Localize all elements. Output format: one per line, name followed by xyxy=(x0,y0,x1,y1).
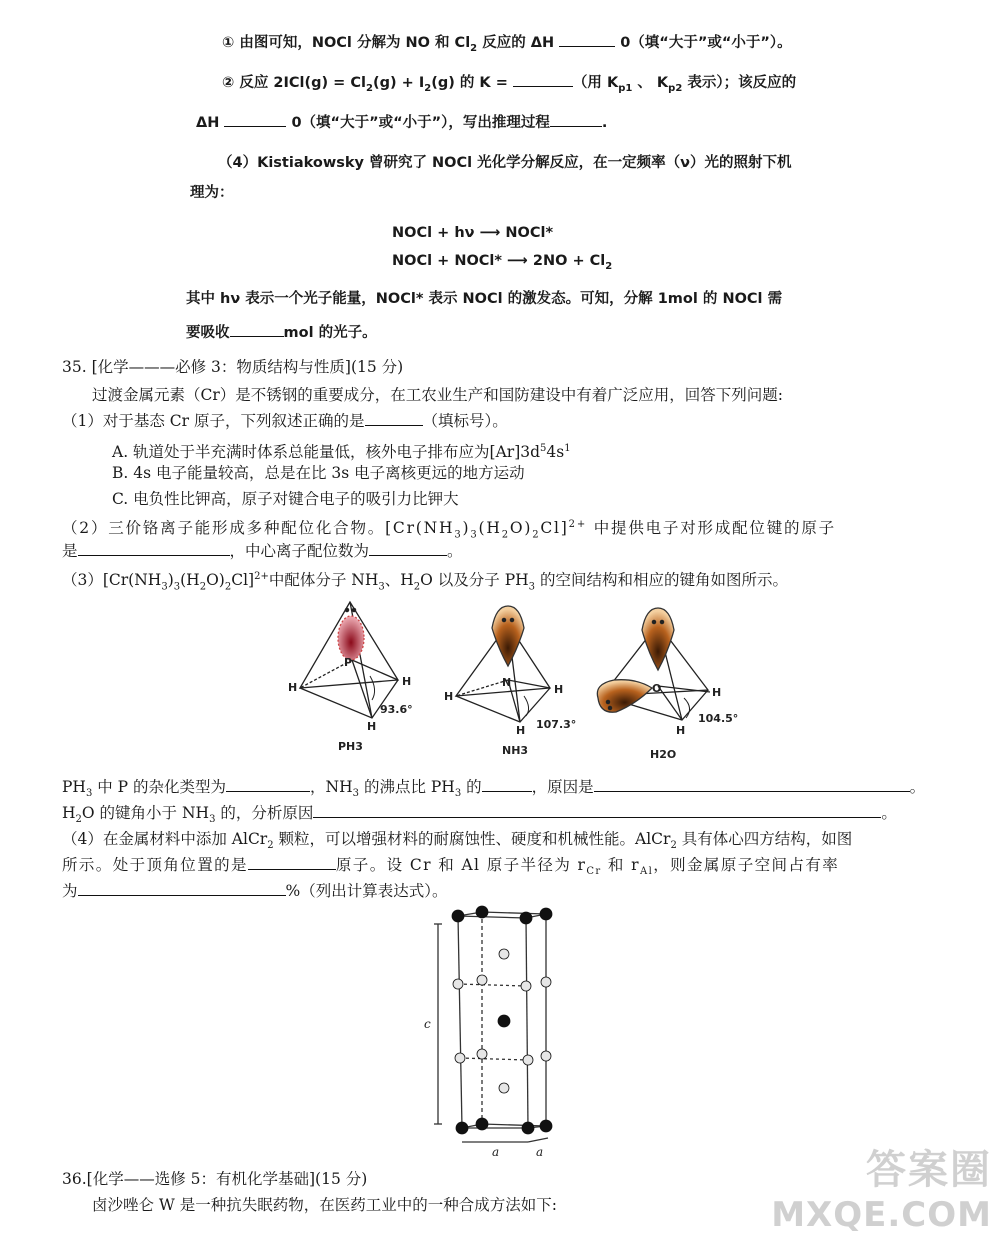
answer-blank[interactable] xyxy=(550,112,602,127)
answer-blank[interactable] xyxy=(78,881,286,896)
answer-blank[interactable] xyxy=(365,411,423,426)
equation-1: NOCl + hν ⟶ NOCl* xyxy=(392,225,554,241)
q35-intro: 过渡金属元素（Cr）是不锈钢的重要成分，在工农业生产和国防建设中有着广泛应用，回答下列问题: xyxy=(92,386,783,404)
q35-part2-cont: 是 ，中心离子配位数为 。 xyxy=(62,542,463,560)
svg-text:H: H xyxy=(676,724,686,737)
answer-blank[interactable] xyxy=(482,777,532,792)
answer-blank[interactable] xyxy=(230,322,284,337)
q36-title: 36.[化学——选修 5：有机化学基础](15 分) xyxy=(62,1170,368,1188)
q-prev-line-7: 要吸收 mol 的光子。 xyxy=(186,322,377,344)
svg-text:N: N xyxy=(502,676,512,689)
svg-text:104.5°: 104.5° xyxy=(698,712,739,725)
svg-text:H: H xyxy=(444,690,454,703)
q36-intro: 卤沙唑仑 W 是一种抗失眠药物，在医药工业中的一种合成方法如下: xyxy=(92,1196,558,1214)
q-prev-line-5: 理为： xyxy=(190,185,234,201)
answer-blank[interactable] xyxy=(226,777,310,792)
svg-text:H: H xyxy=(288,681,298,694)
q35-part3b: $H_2O$ 的键角小于 $NH_3$ 的，分析原因 。 xyxy=(62,804,897,826)
svg-text:H: H xyxy=(367,720,377,733)
molecule-figure xyxy=(280,600,740,770)
answer-blank[interactable] xyxy=(248,855,336,870)
q-prev-line-2: ② 反应 $2ICl(g) = Cl_2(g) + I_2(g)$ 的 K = （用 $K_{p1}$ 、 $K_{p2}$ 表示）；该反应的 xyxy=(222,72,796,100)
svg-text:107.3°: 107.3° xyxy=(536,718,577,731)
answer-blank[interactable] xyxy=(313,803,881,818)
svg-text:H: H xyxy=(402,675,412,688)
q35-part4-line2: 所示。处于顶角位置的是 原子。设 Cr 和 Al 原子半径为 $r_{Cr}$ 和 $r_{Al}$，则金属原子空间占有率 xyxy=(62,856,840,878)
lattice-figure xyxy=(418,904,568,1166)
answer-blank[interactable] xyxy=(369,541,447,556)
h2o-molecule xyxy=(597,608,738,761)
svg-text:PH3: PH3 xyxy=(338,740,363,753)
q35-part2: （2）三价铬离子能形成多种配位化合物。$[Cr(NH_3)_3(H_2O)_2Cl]^{2+}$ 中提供电子对形成配位键的原子 xyxy=(62,519,836,541)
q35-part3: $(3)[Cr(NH_3)_3(H_2O)_2Cl]^{2+}$中配体分子 $NH_3$、$H_2O$ 以及分子 $PH_3$ 的空间结构和相应的键角如图所示。 xyxy=(62,571,788,593)
svg-text:93.6°: 93.6° xyxy=(380,703,413,716)
answer-blank[interactable] xyxy=(594,777,910,792)
svg-text:H: H xyxy=(712,686,722,699)
svg-text:H2O: H2O xyxy=(650,748,677,761)
q35-part4-line1: （4）在金属材料中添加 AlCr$_2$ 颗粒，可以增强材料的耐腐蚀性、硬度和机械性能。AlCr$_2$ 具有体心四方结构，如图 xyxy=(62,830,853,852)
watermark: 答案圈 MXQE.COM xyxy=(771,1147,992,1235)
q35-part3a: $PH_3$ 中 P 的杂化类型为 ，$NH_3$ 的沸点比 $PH_3$ 的 ，原因是 。 xyxy=(62,778,926,800)
q35-part4-line3: 为 %（列出计算表达式）。 xyxy=(62,882,448,900)
answer-blank[interactable] xyxy=(513,72,573,87)
q-prev-line-6: 其中 hν 表示一个光子能量，NOCl* 表示 NOCl 的激发态。可知，分解 1mol 的 NOCl 需 xyxy=(186,291,783,307)
ph3-molecule xyxy=(288,602,413,753)
q35-part1: （1）对于基态 Cr 原子，下列叙述正确的是 （填标号）。 xyxy=(62,412,508,430)
q35-option-b: B. 4s 电子能量较高，总是在比 3s 电子离核更远的地方运动 xyxy=(112,464,525,482)
nh3-molecule xyxy=(444,606,576,757)
svg-text:NH3: NH3 xyxy=(502,744,529,757)
q-prev-line-4: （4）Kistiakowsky 曾研究了 NOCl 光化学分解反应，在一定频率（ν）光的照射下机 xyxy=(218,155,792,171)
q35-option-c: C. 电负性比钾高，原子对键合电子的吸引力比钾大 xyxy=(112,490,459,508)
q-prev-line-1: ① 由图可知，NOCl 分解为 NO 和 $Cl_2$ 反应的 ΔH 0（填“大于”或“小于”）。 xyxy=(222,32,792,60)
svg-text:a: a xyxy=(536,1145,544,1159)
equation-2: NOCl + NOCl* ⟶ $2NO + Cl_2$ xyxy=(392,253,613,272)
answer-blank[interactable] xyxy=(224,112,286,127)
q-prev-line-3: ΔH 0（填“大于”或“小于”），写出推理过程 . xyxy=(196,112,607,134)
q35-option-a: A. 轨道处于半充满时体系总能量低，核外电子排布应为$[Ar]3d^54s^1$ xyxy=(112,443,571,462)
svg-text:a: a xyxy=(492,1145,500,1159)
svg-text:c: c xyxy=(424,1017,431,1031)
answer-blank[interactable] xyxy=(78,541,230,556)
q35-title: 35. [化学———必修 3：物质结构与性质](15 分) xyxy=(62,358,404,376)
answer-blank[interactable] xyxy=(559,32,615,47)
svg-text:O: O xyxy=(652,682,662,695)
svg-text:H: H xyxy=(516,724,526,737)
svg-text:H: H xyxy=(554,683,564,696)
svg-text:P: P xyxy=(344,656,353,669)
